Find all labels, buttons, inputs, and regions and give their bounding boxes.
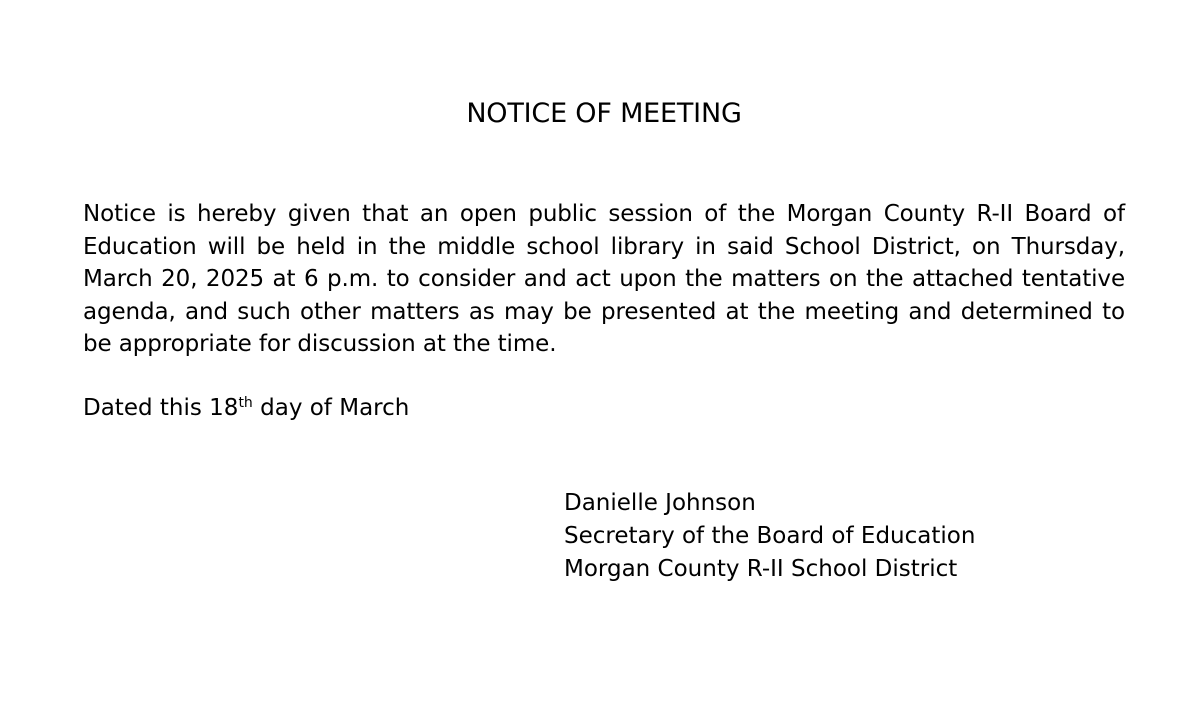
dated-prefix: Dated this 18 [83, 395, 239, 421]
dated-ordinal-suffix: th [238, 395, 253, 412]
signatory-name: Danielle Johnson [564, 490, 756, 516]
signature-block [564, 487, 975, 586]
dated-suffix: day of March [252, 395, 410, 421]
signatory-organization: Morgan County R-II School District [564, 556, 958, 582]
dated-line [83, 392, 409, 424]
page-title: NOTICE OF MEETING [466, 98, 742, 129]
signatory-title: Secretary of the Board of Education [564, 523, 976, 549]
notice-body: Notice is hereby given that an open public session of the Morgan County R-II Board of Education will be held in the middle school library in said School District, on Thursday, March 20, 2025 at 6 p.m. to consider and act upon the matters on the attached tentative agenda, and such other matters as may be presented at the meeting and determined to be appropriate for discussion at the time. [83, 201, 1125, 357]
